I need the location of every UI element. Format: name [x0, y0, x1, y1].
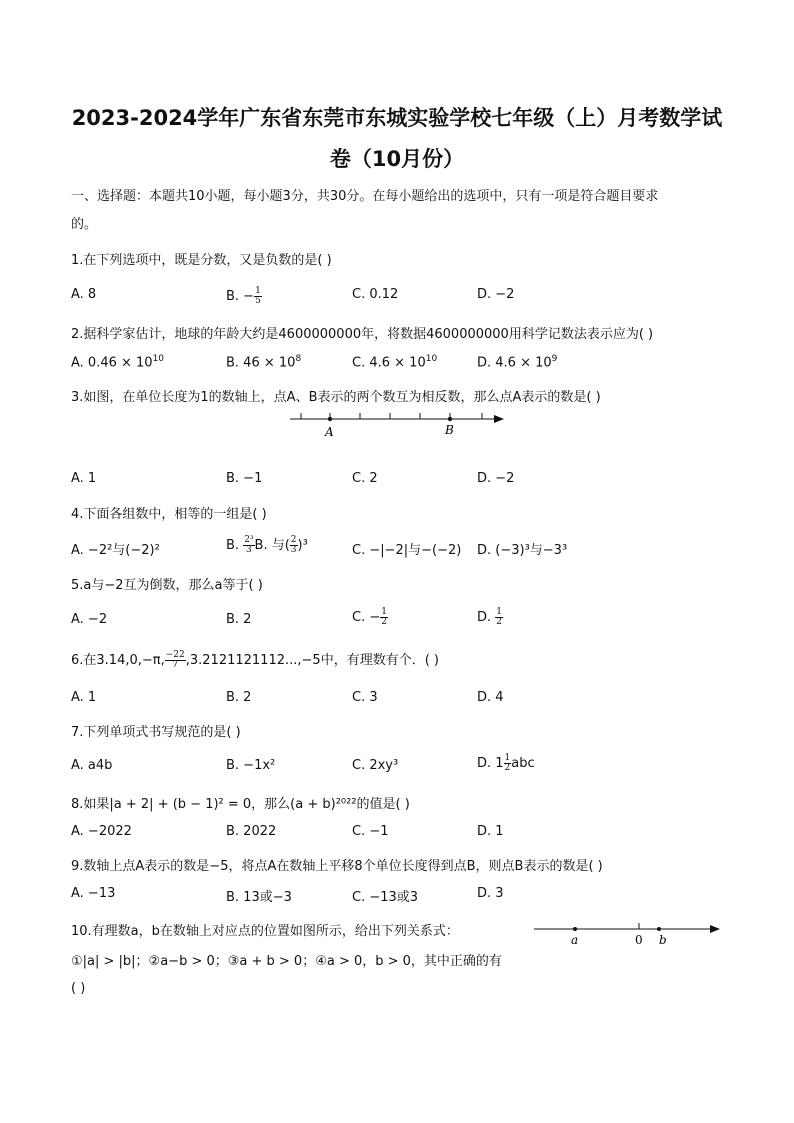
question-9-stem: 9.数轴上点A表示的数是−5，将点A在数轴上平移8个单位长度得到点B，则点B表示的数是( )	[71, 859, 603, 874]
question-5-option-a: A. −2	[71, 612, 108, 627]
question-3-stem: 3.如图，在单位长度为1的数轴上，点A、B表示的两个数互为相反数，那么点A表示的数是( )	[71, 390, 601, 405]
point-a-label: A	[325, 425, 334, 439]
question-9-option-d: D. 3	[477, 886, 504, 901]
question-1-option-d: D. −2	[477, 287, 515, 302]
question-7-option-b: B. −1x²	[226, 758, 276, 773]
question-4-option-b: B. $\frac{\text{2³}}{3}$ B. 与( $\frac{2}{3}$ )³	[226, 535, 308, 555]
question-6-option-c: C. 3	[352, 690, 378, 705]
question-4-option-c: C. −|−2|与−(−2)	[352, 543, 462, 558]
question-10-stem: 10.有理数a，b在数轴上对应点的位置如图所示，给出下列关系式：	[71, 924, 459, 939]
question-5-stem: 5.a与−2互为倒数，那么a等于( )	[71, 578, 263, 593]
question-1-stem: 1.在下列选项中，既是分数，又是负数的是( )	[71, 253, 332, 268]
question-9-option-b: B. 13或−3	[226, 890, 292, 905]
question-7-option-a: A. a4b	[71, 758, 113, 773]
fraction: $\frac{1}{5}$	[255, 286, 261, 306]
question-5-option-d: D. $\frac{1}{2}$	[477, 607, 503, 627]
point-b-label: B	[445, 423, 454, 437]
question-3-option-b: B. −1	[226, 471, 263, 486]
question-3-option-d: D. −2	[477, 471, 515, 486]
question-6-option-b: B. 2	[226, 690, 252, 705]
question-3-number-line	[286, 408, 508, 440]
question-7-stem: 7.下列单项式书写规范的是( )	[71, 725, 241, 740]
question-1-option-c: C. 0.12	[352, 287, 399, 302]
question-2-option-b: B. $46 \times 10^8$	[226, 354, 302, 371]
question-4-stem: 4.下面各组数中，相等的一组是( )	[71, 507, 267, 522]
question-9-option-a: A. −13	[71, 886, 116, 901]
question-7-option-c: C. 2xy³	[352, 758, 399, 773]
question-2-stem: 2.据科学家估计，地球的年龄大约是4600000000年，将数据4600000000用科学记数法表示应为( )	[71, 327, 654, 342]
question-10-parens: ( )	[71, 981, 86, 996]
question-10-number-line	[532, 918, 722, 948]
question-4-option-d: D. (−3)³与−3³	[477, 543, 568, 558]
exam-title-line2: 卷（10月份）	[329, 147, 465, 171]
question-2-option-c: C. $4.6 \times 10^{10}$	[352, 354, 438, 371]
question-8-option-b: B. 2022	[226, 824, 277, 839]
question-5-option-b: B. 2	[226, 612, 252, 627]
question-10-statements: ①|a| > |b|；②a−b > 0；③a + b > 0；④a > 0，b > 0，其中正确的有	[71, 954, 502, 969]
question-6-option-a: A. 1	[71, 690, 97, 705]
question-3-option-c: C. 2	[352, 471, 378, 486]
question-2-option-d: D. $4.6 \times 10^9$	[477, 354, 558, 371]
question-5-option-c: C. − $\frac{1}{2}$	[352, 607, 387, 627]
question-6-stem: 6.在3.14,0,−π, $\frac{-22}{7}$ ,3.2121121112...,−5中，有理数有个．( )	[71, 650, 439, 670]
question-8-option-c: C. −1	[352, 824, 389, 839]
question-8-option-a: A. −2022	[71, 824, 132, 839]
question-4-option-a: A. −2²与(−2)²	[71, 543, 160, 558]
question-6-option-d: D. 4	[477, 690, 504, 705]
question-9-option-c: C. −13或3	[352, 890, 419, 905]
exam-title-line1: 2023-2024学年广东省东莞市东城实验学校七年级（上）月考数学试	[71, 106, 723, 130]
question-7-option-d: D. 1 $\frac{1}{2}$ abc	[477, 753, 535, 773]
question-8-stem: 8.如果|a + 2| + (b − 1)² = 0，那么(a + b)²⁰²²的值是( )	[71, 797, 410, 812]
question-3-option-a: A. 1	[71, 471, 97, 486]
origin-label: 0	[635, 933, 643, 947]
section-instructions-line1: 一、选择题：本题共10小题，每小题3分，共30分。在每小题给出的选项中，只有一项是符合题目要求	[71, 189, 659, 204]
section-instructions-line2: 的。	[71, 217, 98, 232]
question-1-option-a: A. 8	[71, 287, 97, 302]
question-2-option-a: A. $0.46 \times 10^{10}$	[71, 354, 165, 371]
question-1-option-b: B. − $\frac{1}{5}$	[226, 286, 261, 306]
point-a-label: a	[571, 933, 579, 947]
question-8-option-d: D. 1	[477, 824, 504, 839]
point-b-label: b	[659, 933, 667, 947]
